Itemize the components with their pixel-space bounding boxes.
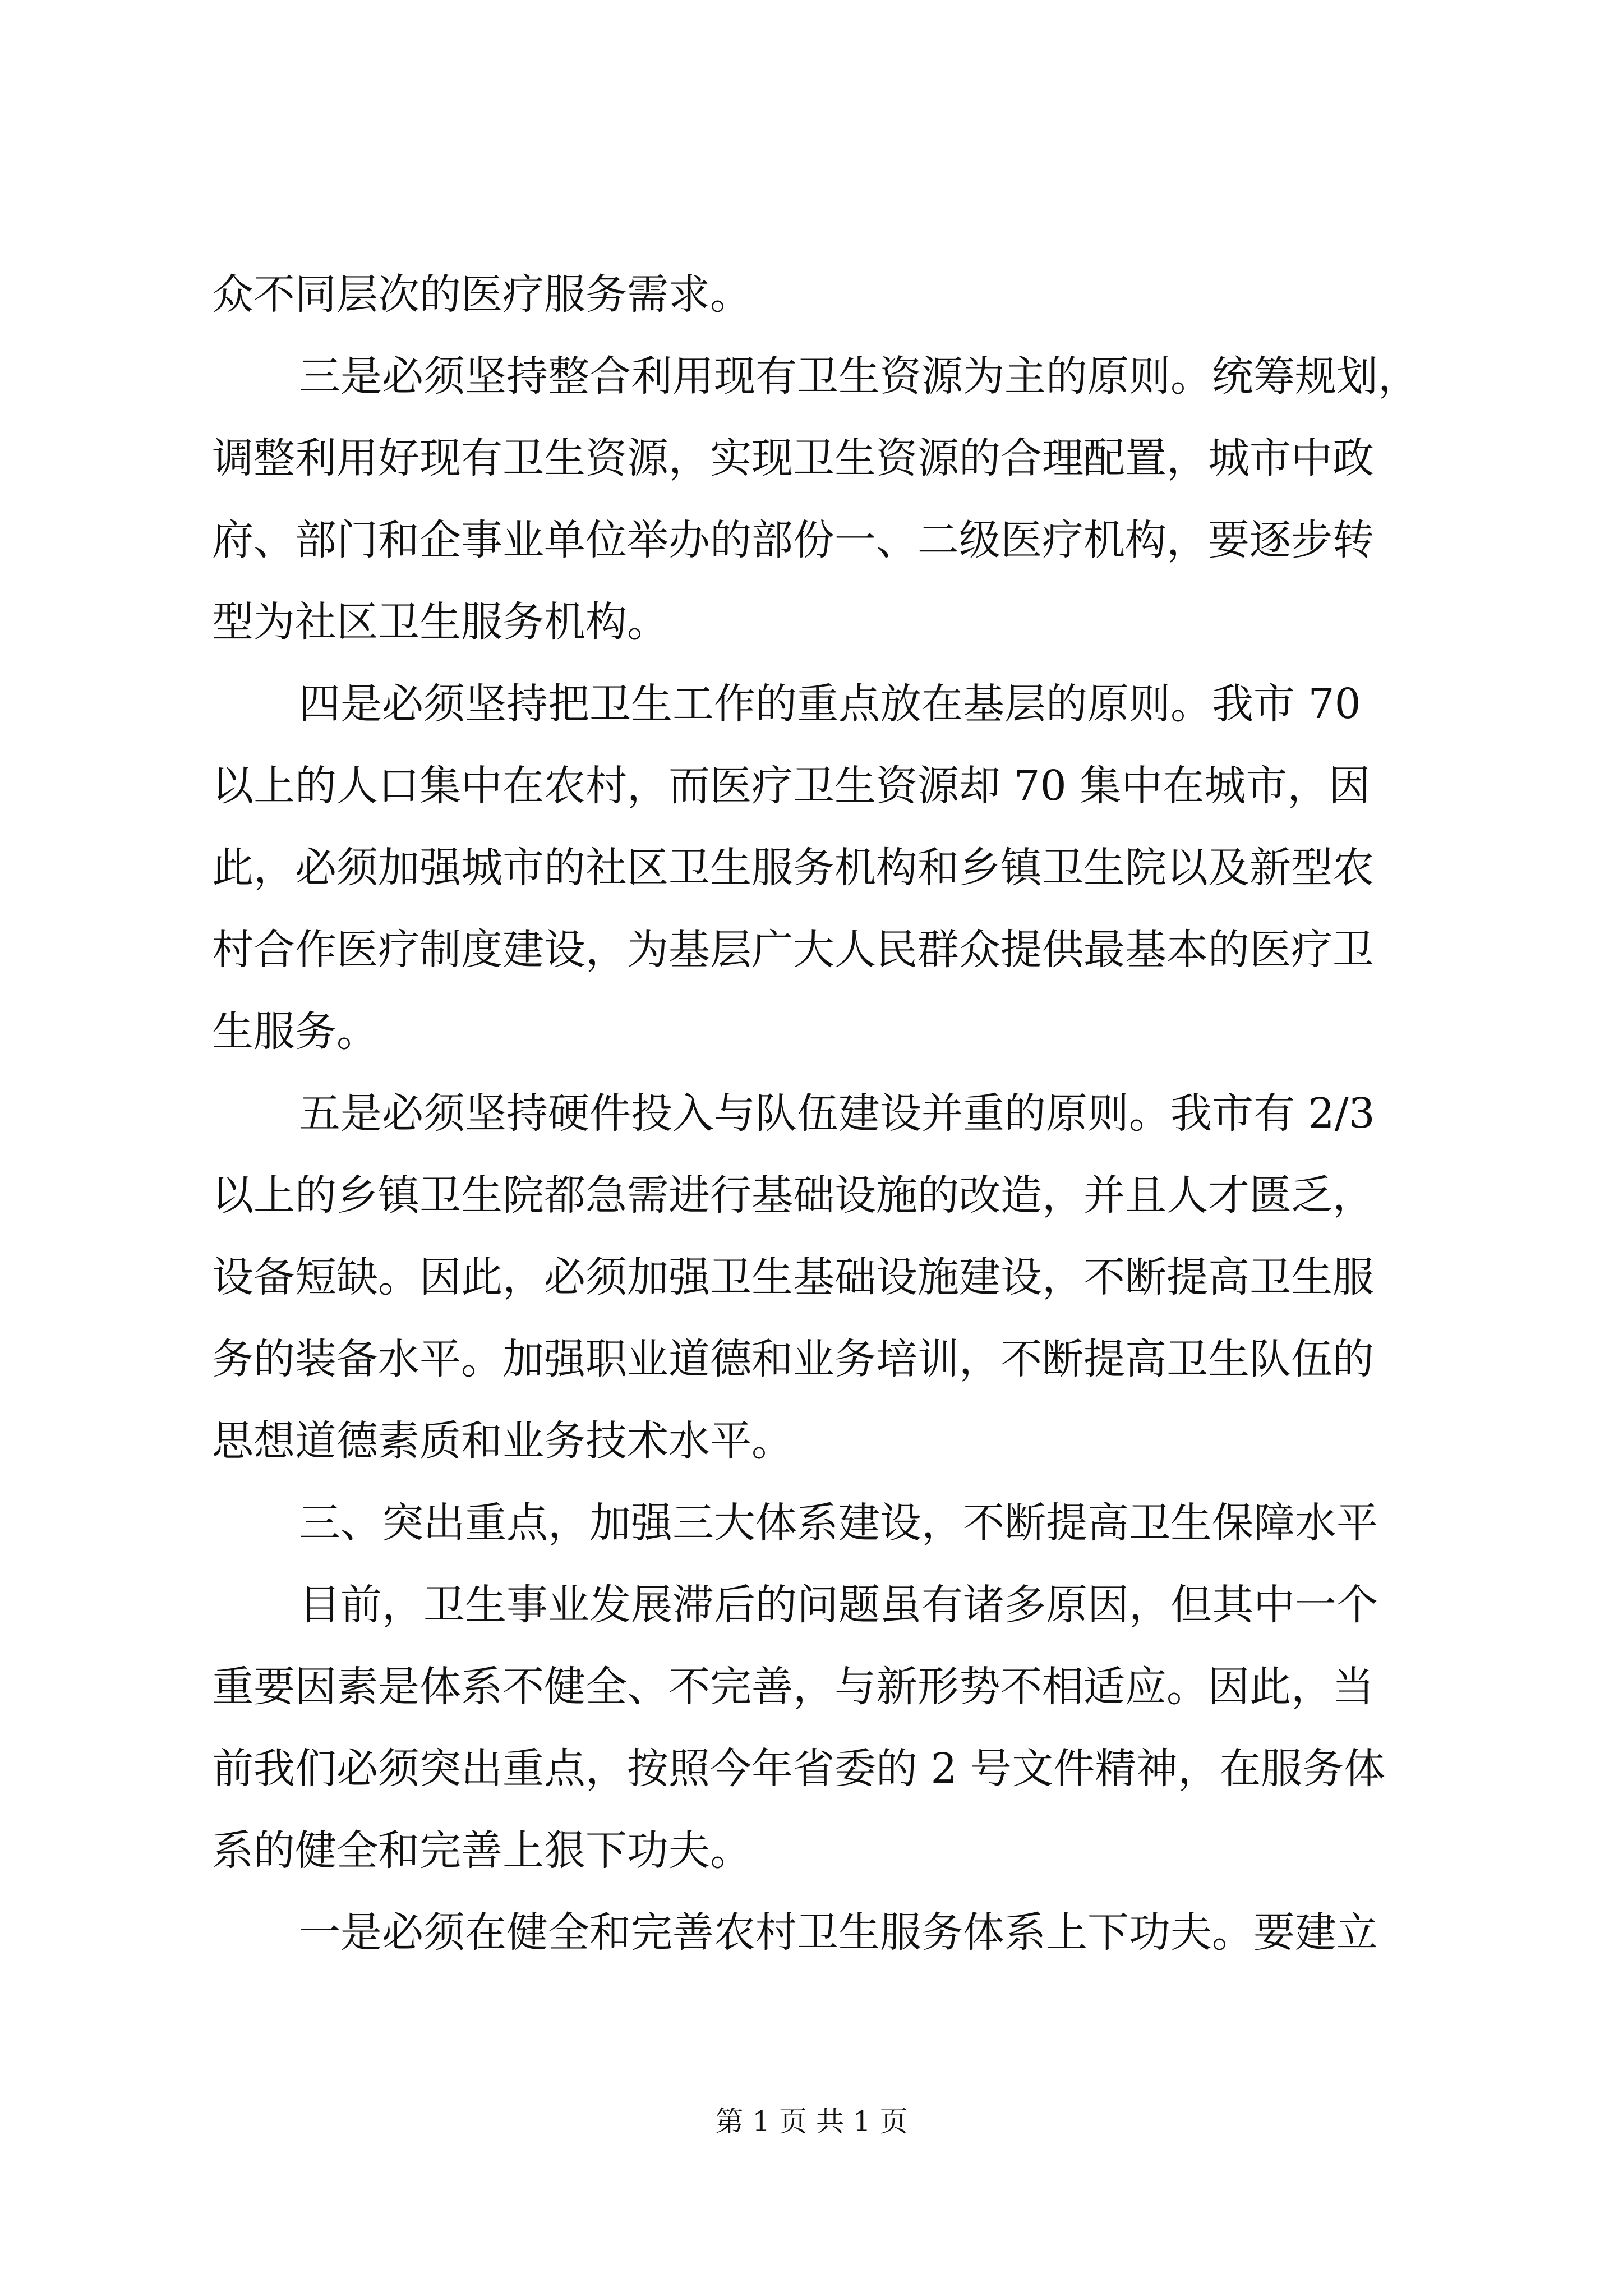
text-line: 思想道德素质和业务技术水平。: [212, 1417, 793, 1465]
text-line: 目前，卫生事业发展滞后的问题虽有诸多原因，但其中一个: [299, 1581, 1378, 1629]
text-line: 众不同层次的医疗服务需求。: [212, 270, 751, 319]
text-line: 村合作医疗制度建设，为基层广大人民群众提供最基本的医疗卫: [212, 926, 1374, 974]
text-line: 府、部门和企事业单位举办的部份一、二级医疗机构，要逐步转: [212, 516, 1374, 564]
text-line: 务的装备水平。加强职业道德和业务培训，不断提高卫生队伍的: [212, 1335, 1374, 1383]
text-line: 重要因素是体系不健全、不完善，与新形势不相适应。因此，当: [212, 1663, 1374, 1711]
text-line: 一是必须在健全和完善农村卫生服务体系上下功夫。要建立: [299, 1908, 1378, 1957]
text-line: 此，必须加强城市的社区卫生服务机构和乡镇卫生院以及新型农: [212, 844, 1374, 892]
text-line: 前我们必须突出重点，按照今年省委的 2 号文件精神，在服务体: [212, 1745, 1386, 1793]
page-number-footer: 第 1 页 共 1 页: [715, 2105, 908, 2138]
text-line: 三是必须坚持整合利用现有卫生资源为主的原则。统筹规划，: [299, 352, 1419, 401]
text-line: 五是必须坚持硬件投入与队伍建设并重的原则。我市有 2/3: [299, 1089, 1375, 1138]
section-heading: 三、突出重点，加强三大体系建设，不断提高卫生保障水平: [299, 1499, 1378, 1547]
text-line: 系的健全和完善上狠下功夫。: [212, 1826, 751, 1875]
text-line: 四是必须坚持把卫生工作的重点放在基层的原则。我市 70: [299, 680, 1361, 728]
text-line: 以上的人口集中在农村，而医疗卫生资源却 70 集中在城市，因: [212, 762, 1371, 810]
text-line: 型为社区卫生服务机构。: [212, 598, 668, 646]
text-line: 生服务。: [212, 1007, 378, 1056]
text-line: 设备短缺。因此，必须加强卫生基础设施建设，不断提高卫生服: [212, 1253, 1374, 1301]
text-line: 以上的乡镇卫生院都急需进行基础设施的改造，并且人才匮乏，: [212, 1171, 1374, 1220]
text-line: 调整利用好现有卫生资源，实现卫生资源的合理配置，城市中政: [212, 434, 1374, 482]
